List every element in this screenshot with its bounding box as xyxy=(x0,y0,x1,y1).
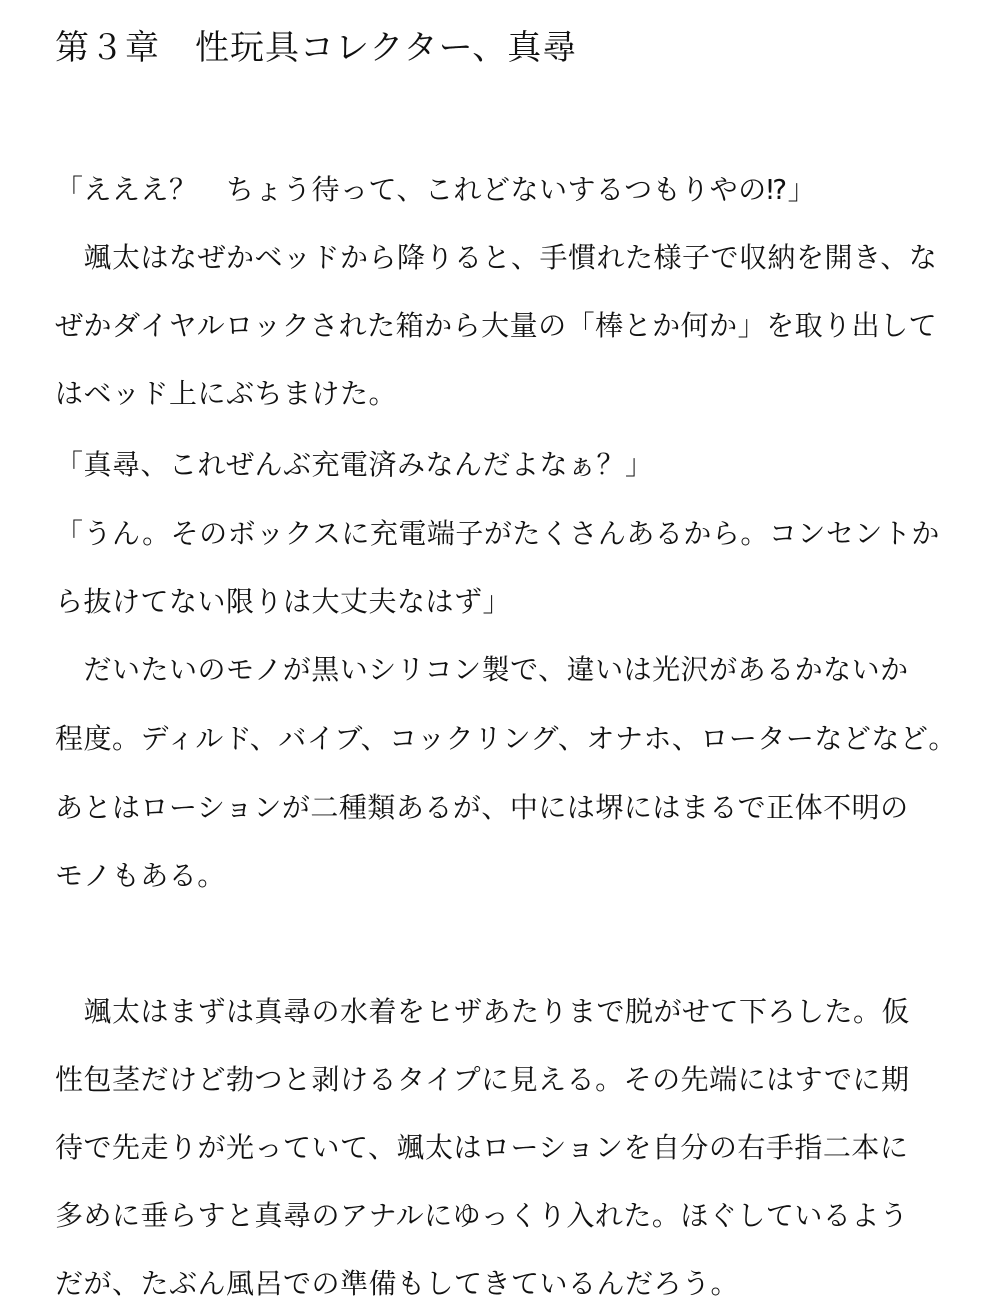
body-line: だいたいのモノが黒いシリコン製で、違いは光沢があるかないか xyxy=(55,653,909,686)
body-line: あとはローションが二種類あるが、中には堺にはまるで正体不明の xyxy=(55,791,909,824)
body-line: 「えええ？ ちょう待って、これどないするつもりやの⁉」 xyxy=(55,173,817,206)
body-line: モノもある。 xyxy=(55,859,226,892)
body-line: ぜかダイヤルロックされた箱から大量の「棒とか何か」を取り出して xyxy=(55,309,938,342)
body-line: 颯太はなぜかベッドから降りると、手慣れた様子で収納を開き、な xyxy=(55,241,938,274)
body-line: ら抜けてない限りは大丈夫なはず」 xyxy=(55,585,512,618)
body-line: 「真尋、これぜんぶ充電済みなんだよなぁ？」 xyxy=(55,448,654,481)
body-line: はベッド上にぶちまけた。 xyxy=(55,377,398,410)
chapter-title: 第３章 性玩具コレクター、真尋 xyxy=(55,28,578,68)
body-line: 待で先走りが光っていて、颯太はローションを自分の右手指二本に xyxy=(55,1131,909,1164)
body-line: 性包茎だけど勃つと剥けるタイプに見える。その先端にはすでに期 xyxy=(55,1063,910,1096)
body-line: だが、たぶん風呂での準備もしてきているんだろう。 xyxy=(55,1267,740,1300)
body-line: 多めに垂らすと真尋のアナルにゆっくり入れた。ほぐしているよう xyxy=(55,1199,909,1232)
body-line: 颯太はまずは真尋の水着をヒザあたりまで脱がせて下ろした。仮 xyxy=(55,995,911,1028)
body-line: 程度。ディルド、バイブ、コックリング、オナホ、ローターなどなど。 xyxy=(55,722,957,755)
body-line: 「うん。そのボックスに充電端子がたくさんあるから。コンセントか xyxy=(55,517,940,550)
